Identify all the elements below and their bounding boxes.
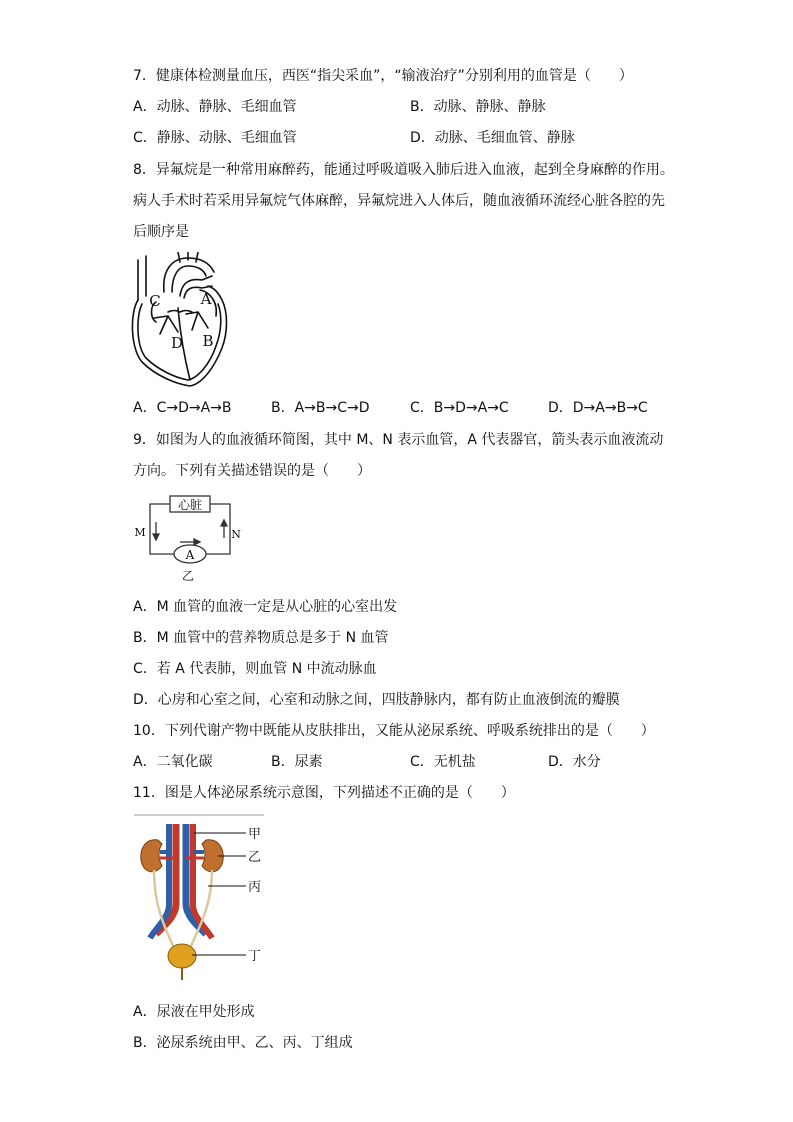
heart-label-d: D	[170, 334, 184, 352]
vessel-n-label: N	[231, 528, 241, 541]
q7-option-c: C．静脉、动脉、毛细血管	[133, 130, 297, 146]
q11-stem: 11．图是人体泌尿系统示意图，下列描述不正确的是（ ）	[133, 785, 515, 801]
q8-option-d: D．D→A→B→C	[548, 400, 648, 416]
q9-stem-line-2: 方向。下列有关描述错误的是（ ）	[133, 463, 371, 479]
q8-option-a: A．C→D→A→B	[133, 400, 232, 416]
heart-label-b: B	[202, 332, 214, 350]
q9-option-d: D．心房和心室之间，心室和动脉之间，四肢静脉内，都有防止血液倒流的瓣膜	[133, 692, 620, 708]
q10-option-b: B．尿素	[271, 754, 323, 770]
q10-stem: 10．下列代谢产物中既能从皮肤排出，又能从泌尿系统、呼吸系统排出的是（ ）	[133, 723, 655, 739]
label-bing: 丙	[248, 880, 262, 895]
q10-option-d: D．水分	[548, 754, 601, 770]
urinary-system-diagram	[132, 812, 272, 990]
q11-option-b: B．泌尿系统由甲、乙、丙、丁组成	[133, 1035, 353, 1051]
heart-label-c: C	[149, 292, 161, 310]
q8-stem-line-2: 病人手术时若采用异氟烷气体麻醉，异氟烷进入人体后，随血液循环流经心脏各腔的先	[133, 193, 665, 209]
q11-option-a: A．尿液在甲处形成	[133, 1004, 255, 1020]
heart-diagram	[128, 252, 238, 388]
q7-option-d: D．动脉、毛细血管、静脉	[410, 130, 575, 146]
organ-a-label: A	[185, 548, 195, 562]
q8-option-b: B．A→B→C→D	[271, 400, 370, 416]
circulation-diagram	[134, 492, 246, 584]
label-jia: 甲	[248, 827, 262, 842]
label-ding: 丁	[248, 949, 262, 964]
q7-stem: 7．健康体检测量血压，西医“指尖采血”，“输液治疗”分别利用的血管是（ ）	[133, 68, 633, 84]
q9-stem-line-1: 9．如图为人的血液循环简图，其中 M、N 表示血管，A 代表器官，箭头表示血液流动	[133, 432, 664, 448]
heart-box-label: 心脏	[177, 498, 203, 512]
diagram-caption: 乙	[181, 569, 195, 583]
vessel-m-label: M	[134, 526, 146, 539]
label-yi: 乙	[248, 850, 262, 865]
q10-option-c: C．无机盐	[410, 754, 476, 770]
q8-option-c: C．B→D→A→C	[410, 400, 509, 416]
q9-option-c: C．若 A 代表肺，则血管 N 中流动脉血	[133, 661, 377, 677]
q9-option-a: A．M 血管的血液一定是从心脏的心室出发	[133, 599, 398, 615]
q9-option-b: B．M 血管中的营养物质总是多于 N 血管	[133, 630, 389, 646]
q7-option-b: B．动脉、静脉、静脉	[410, 99, 546, 115]
q8-stem-line-1: 8．异氟烷是一种常用麻醉药，能通过呼吸道吸入肺后进入血液，起到全身麻醉的作用。	[133, 162, 674, 178]
q7-option-a: A．动脉、静脉、毛细血管	[133, 99, 297, 115]
heart-label-a: A	[200, 290, 212, 308]
q8-stem-line-3: 后顺序是	[133, 224, 189, 240]
q10-option-a: A．二氧化碳	[133, 754, 213, 770]
